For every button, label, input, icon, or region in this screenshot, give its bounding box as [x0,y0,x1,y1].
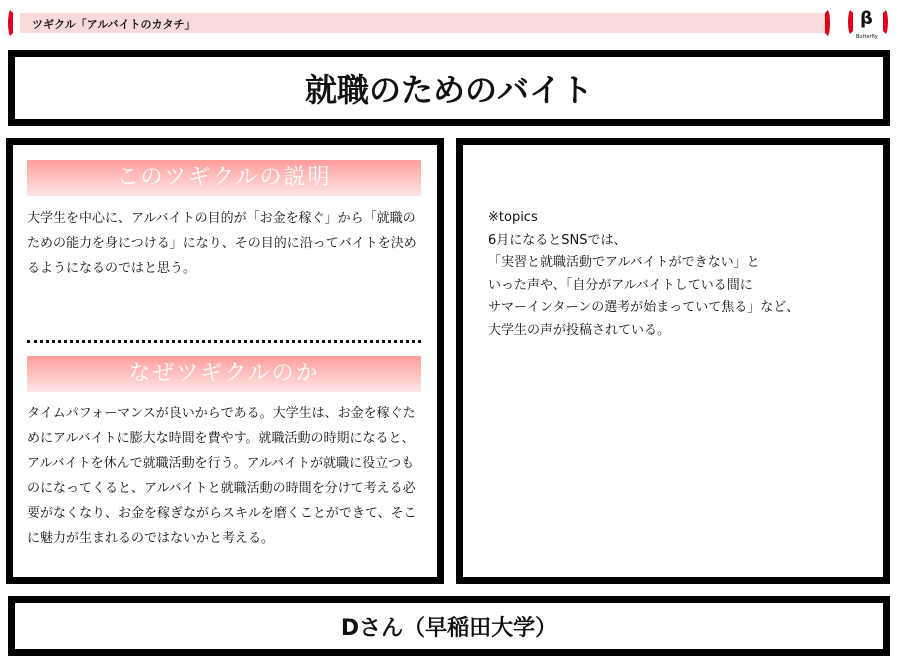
why-text: タイムパフォーマンスが良いからである。大学生は、お金を稼ぐためにアルバイトに膨大な時間を費やす。就職活動の時期になると、アルバイトを休んで就職活動を行う。アルバイトが就職に役立つものになってくると、アルバイトと就職活動の時間を分けて考える必要がなくなり、お金を稼ぎながらスキルを磨くことができて、そこに魅力が生まれるのではないかと考える。 [27,406,417,546]
right-bracket-decoration [822,8,830,38]
author-footer: Dさん（早稲田大学） [8,596,890,656]
dotted-divider [27,340,421,343]
page-title: 就職のためのバイト [8,50,890,126]
description-panel [6,138,444,584]
section-heading-description: このツギクルの説明 [27,160,421,196]
butterfly-logo: β Butterfly [846,6,890,42]
topics-text: ※topics 6月になるとSNSでは、 「実習と就職活動でアルバイトができない」と いった声や、「自分がアルバイトしている間に サマーインターンの選考が始まっていて焦る」など、 大学生の声が投稿されている。 [488,210,800,338]
topics-panel [456,138,890,584]
header-bar [20,13,830,33]
description-text: 大学生を中心に、アルバイトの目的が「お金を稼ぐ」から「就職のための能力を身につける」になり、その目的に沿ってバイトを決めるようになるのではと思う。 [27,211,417,276]
left-bracket-decoration [8,8,16,38]
header-label: ツギクル「アルバイトのカタチ」 [32,18,196,31]
section-heading-why: なぜツギクルのか [27,356,421,392]
